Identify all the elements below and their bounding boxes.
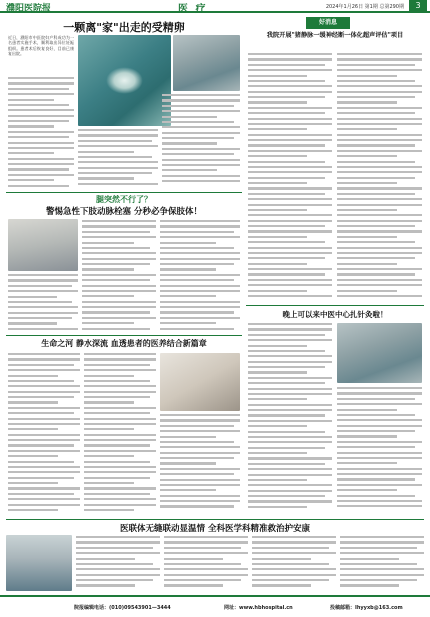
good-news-badge: 好消息 (306, 17, 350, 29)
lead-body-col3 (162, 94, 240, 189)
right-sub-body-col2 (337, 387, 422, 513)
right-sub-body-col1 (248, 323, 332, 513)
bottom-body-col1 (76, 536, 160, 591)
third-body-col2 (84, 353, 156, 513)
good-news-tag (246, 17, 424, 29)
lead-body-col2 (78, 129, 158, 189)
section-title: 医 疗 (178, 4, 208, 15)
second-kicker: 腿突然不行了？ (96, 195, 152, 204)
group-photo (6, 535, 72, 591)
second-body-col3 (160, 220, 240, 332)
operating-room-photo (78, 35, 171, 126)
second-headline: 警惕急性下肢动脉栓塞 分秒必争保肢体！ (46, 207, 202, 217)
bottom-body-col4 (340, 536, 424, 591)
footer-hotline: 院报编辑电话：(010)09543901—3444 (74, 605, 171, 611)
right-headline: 我院开展"猪静脉一缓神经断一体化超声评估"项目 (266, 32, 404, 39)
ward-photo (173, 35, 240, 91)
dialysis-photo (160, 353, 240, 411)
issue-date: 2024年1月26日 第1期 总第290期 (325, 4, 404, 10)
bottom-article (6, 519, 424, 593)
second-body-col1 (8, 274, 78, 332)
third-body-col3 (160, 414, 240, 513)
left-column (6, 17, 242, 515)
vascular-surgery-photo (8, 219, 78, 271)
right-sub-headline: 晚上可以来中医中心扎针灸啦！ (282, 310, 388, 319)
third-body-col1 (8, 353, 80, 513)
acupuncture-photo (337, 323, 422, 383)
bottom-body-col2 (164, 536, 248, 591)
footer (0, 595, 430, 617)
right-column (246, 17, 424, 515)
masthead (0, 0, 430, 13)
footer-email[interactable]: 投稿邮箱：Ihyyxb@163.com (330, 605, 403, 611)
lead-body-text (8, 77, 74, 189)
bottom-headline: 医联体无缝联动显温情 全科医学科精准救治护安康 (120, 524, 310, 534)
right-body-col1 (248, 53, 332, 301)
lead-headline: 一颗离"家"出走的受精卵 (63, 21, 185, 34)
second-body-col2 (82, 220, 156, 332)
newspaper-logo: 濮阳医院报 (6, 4, 52, 14)
right-body-col2 (337, 53, 422, 301)
third-headline: 生命之河 静水深流 血透患者的医养结合新篇章 (41, 338, 207, 348)
bottom-body-col3 (252, 536, 336, 591)
page-number: 3 (409, 0, 427, 11)
footer-website[interactable]: 网址：www.hbhospital.cn (224, 605, 293, 611)
lead-excerpt: 近日，濮阳市中医院妇产科成功为一名患者实施手术，顺利取出异位妊娠组织。患者术后恢复良好，目前已康复出院。 (8, 35, 74, 57)
